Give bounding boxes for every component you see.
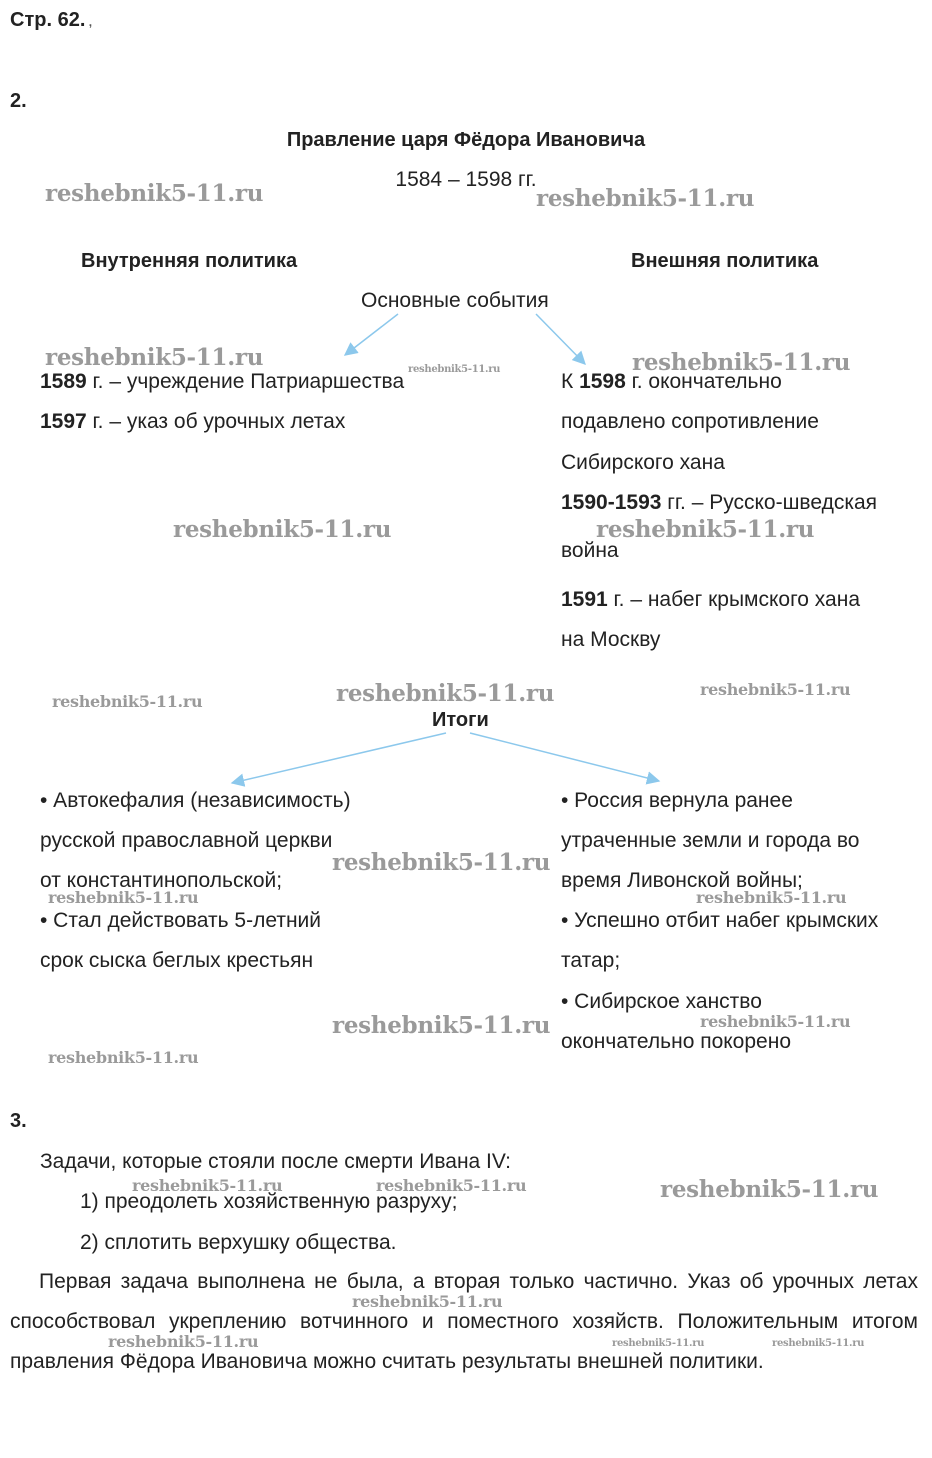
watermark: reshebnik5-11.ru <box>408 364 501 375</box>
diagram-years: 1584 – 1598 гг. <box>395 168 537 191</box>
external-result-line: • Сибирское ханство <box>561 990 762 1013</box>
internal-result-line: русской православной церкви <box>40 829 333 852</box>
page-label-text: Стр. 62. <box>10 9 86 31</box>
watermark: reshebnik5-11.ru <box>596 516 815 543</box>
arrow-results-to-external <box>470 733 659 781</box>
watermark: reshebnik5-11.ru <box>108 1332 259 1351</box>
watermark: reshebnik5-11.ru <box>336 680 555 707</box>
arrow-events-to-external <box>536 314 585 364</box>
watermark: reshebnik5-11.ru <box>173 516 392 543</box>
watermark: reshebnik5-11.ru <box>612 1338 705 1349</box>
event-text: г. – указ об урочных летах <box>86 410 346 433</box>
internal-result-line: срок сыска беглых крестьян <box>40 949 314 972</box>
external-event-1590-line2: война <box>561 539 619 562</box>
event-text: г. окончательно <box>625 370 782 393</box>
event-year: 1590-1593 <box>561 491 662 514</box>
external-result-line: окончательно покорено <box>561 1030 791 1053</box>
watermark: reshebnik5-11.ru <box>772 1338 865 1349</box>
watermark: reshebnik5-11.ru <box>52 692 203 711</box>
watermark: reshebnik5-11.ru <box>332 849 551 876</box>
event-text: г. – набег крымского хана <box>607 588 861 611</box>
internal-result-line: • Автокефалия (независимость) <box>40 789 351 812</box>
page-label-mark: , <box>85 15 93 29</box>
external-result-line: татар; <box>561 949 621 972</box>
watermark: reshebnik5-11.ru <box>48 1048 199 1067</box>
watermark: reshebnik5-11.ru <box>700 680 851 699</box>
task3-intro: Задачи, которые стояли после смерти Ивана IV: <box>40 1150 511 1173</box>
task3-item-1: 1) преодолеть хозяйственную разруху; <box>80 1190 458 1213</box>
watermark: reshebnik5-11.ru <box>700 1012 851 1031</box>
arrow-events-to-internal <box>345 314 398 355</box>
external-result-line: • Успешно отбит набег крымских <box>561 909 879 932</box>
watermark: reshebnik5-11.ru <box>660 1176 879 1203</box>
watermark: reshebnik5-11.ru <box>632 349 851 376</box>
watermark: reshebnik5-11.ru <box>48 888 199 907</box>
event-prefix: К <box>561 370 580 393</box>
main-events-label: Основные события <box>361 289 549 312</box>
internal-result-line: • Стал действовать 5-летний <box>40 909 321 932</box>
external-event-1598-line2: подавлено сопротивление <box>561 410 819 433</box>
watermark: reshebnik5-11.ru <box>332 1012 551 1039</box>
watermark: reshebnik5-11.ru <box>132 1176 283 1195</box>
task3-paragraph: Первая задача выполнена не была, а вторая только частично. Указ об урочных летах способствовал укреплению вотчинного и поместного хозяйств. Положительным итогом правления Фёдора Ивановича можно считать результаты внешней политики. <box>10 1270 918 1373</box>
event-year: 1597 <box>40 410 87 433</box>
external-event-1591-line2: на Москву <box>561 628 661 651</box>
event-year: 1598 <box>579 370 626 393</box>
diagram-title: Правление царя Фёдора Ивановича <box>286 129 646 151</box>
task3-item-2: 2) сплотить верхушку общества. <box>80 1231 397 1254</box>
external-policy-heading: Внешняя политика <box>631 250 819 272</box>
event-year: 1589 <box>40 370 87 393</box>
watermark: reshebnik5-11.ru <box>376 1176 527 1195</box>
event-text: г. – учреждение Патриаршества <box>86 370 405 393</box>
internal-result-line: от константинопольской; <box>40 869 283 892</box>
external-result-line: утраченные земли и города во <box>561 829 860 852</box>
watermark: reshebnik5-11.ru <box>696 888 847 907</box>
watermark: reshebnik5-11.ru <box>45 180 264 207</box>
watermark: reshebnik5-11.ru <box>536 185 755 212</box>
internal-policy-heading: Внутренняя политика <box>81 250 298 272</box>
task-2-number: 2. <box>10 90 27 112</box>
task-3-number: 3. <box>10 1110 27 1132</box>
watermark: reshebnik5-11.ru <box>352 1292 503 1311</box>
event-year: 1591 <box>561 588 608 611</box>
external-event-1598-line3: Сибирского хана <box>561 451 725 474</box>
external-result-line: • Россия вернула ранее <box>561 789 793 812</box>
arrow-results-to-internal <box>232 733 446 783</box>
external-result-line: время Ливонской войны; <box>561 869 803 892</box>
event-text: гг. – Русско-шведская <box>661 491 878 514</box>
watermark: reshebnik5-11.ru <box>45 344 264 371</box>
results-label: Итоги <box>432 709 489 731</box>
